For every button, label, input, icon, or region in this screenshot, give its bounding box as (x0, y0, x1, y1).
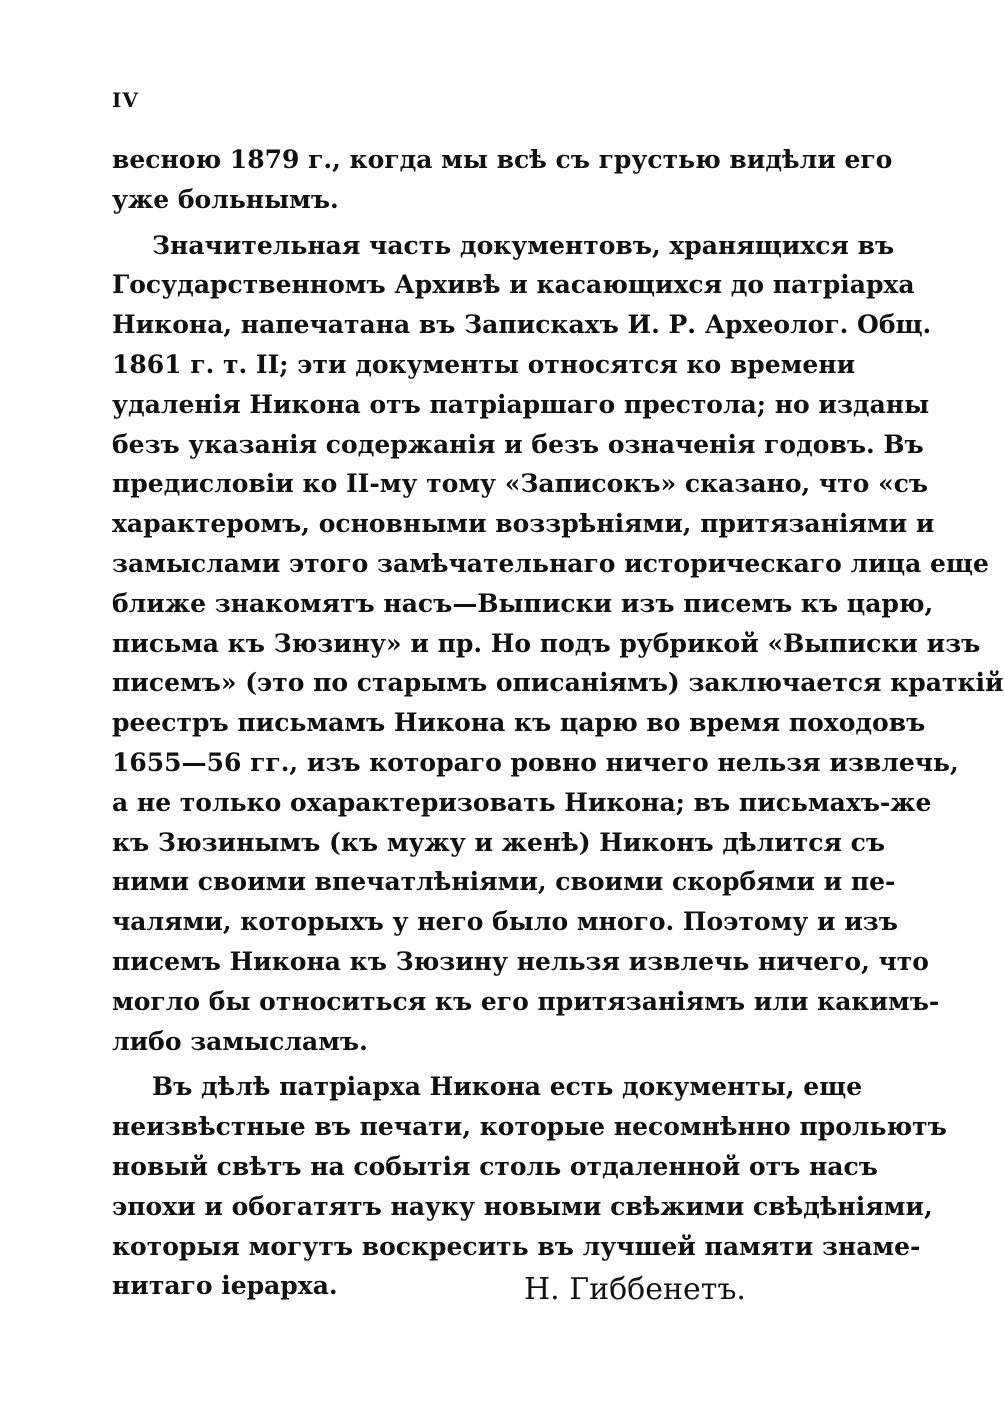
text-line: новый свѣтъ на событія столь отдаленной отъ насъ (112, 1151, 878, 1181)
text-line: ближе знакомятъ насъ—Выписки изъ писемъ къ царю, (112, 588, 934, 618)
text-line: характеромъ, основными воззрѣніями, притязаніями и (112, 509, 935, 539)
text-line: письма къ Зюзину» и пр. Но подъ рубрикой «Выписки изъ (112, 628, 981, 658)
text-line: Государственномъ Архивѣ и касающихся до патріарха (112, 270, 915, 300)
text-line: писемъ» (это по старымъ описаніямъ) заключается краткій (112, 668, 1004, 698)
text-line: 1861 г. т. II; эти документы относятся ко времени (112, 349, 856, 379)
text-line: ними своими впечатлѣніями, своими скорбями и пе- (112, 867, 896, 897)
text-line: весною 1879 г., когда мы всѣ съ грустью видѣли его (112, 145, 893, 174)
text-line: 1655—56 гг., изъ котораго ровно ничего нельзя извлечь, (112, 747, 959, 777)
text-line: Значительная часть документовъ, хранящихся въ (152, 230, 895, 260)
text-line: эпохи и обогатятъ науку новыми свѣжими свѣдѣніями, (112, 1191, 933, 1221)
text-line: Никона, напечатана въ Запискахъ И. Р. Археолог. Общ. (112, 310, 932, 340)
text-line: чалями, которыхъ у него было много. Поэтому и изъ (112, 907, 898, 937)
page-number: IV (112, 88, 139, 112)
text-line: къ Зюзинымъ (къ мужу и женѣ) Никонъ дѣлится съ (112, 827, 886, 857)
author-signature: Н. Гиббенетъ. (524, 1272, 746, 1307)
text-line: уже больнымъ. (112, 184, 339, 214)
text-line: неизвѣстные въ печати, которые несомнѣнно прольютъ (112, 1112, 947, 1142)
text-line: которыя могутъ воскресить въ лучшей памяти знаме- (112, 1231, 921, 1261)
text-line: реестръ письмамъ Никона къ царю во время походовъ (112, 708, 926, 738)
text-line: могло бы относиться къ его притязаніямъ или какимъ- (112, 986, 940, 1016)
text-line: замыслами этого замѣчательнаго историческаго лица еще (112, 548, 989, 578)
text-line: нитаго іерарха. (112, 1271, 338, 1301)
text-line: предисловіи ко II-му тому «Записокъ» сказано, что «съ (112, 469, 929, 499)
text-line: удаленія Никона отъ патріаршаго престола; но изданы (112, 389, 930, 419)
text-line: а не только охарактеризовать Никона; въ письмахъ-же (112, 787, 932, 817)
text-line: писемъ Никона къ Зюзину нельзя извлечь ничего, что (112, 946, 929, 976)
text-line: Въ дѣлѣ патріарха Никона есть документы, еще (152, 1072, 863, 1102)
text-line: либо замысламъ. (112, 1026, 368, 1056)
body-text (112, 140, 1004, 1306)
text-line: безъ указанія содержанія и безъ означенія годовъ. Въ (112, 429, 924, 459)
